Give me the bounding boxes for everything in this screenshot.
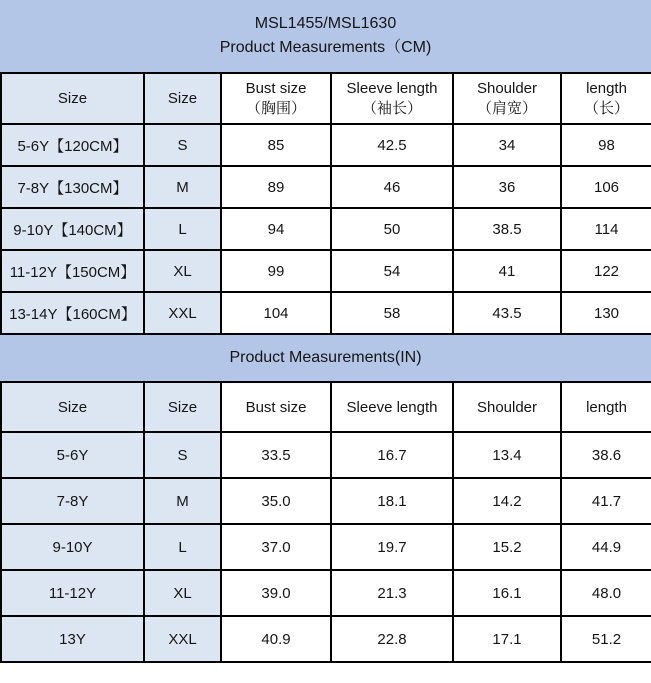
cm-row-m [1, 166, 651, 208]
cm-header-shoulder-en: Shoulder [476, 80, 538, 97]
in-row-xl [1, 570, 651, 616]
cm-row-xl [1, 250, 651, 292]
in-measurements-table [0, 381, 651, 663]
size-code-label: M [144, 478, 221, 524]
size-code-label: M [144, 166, 221, 208]
in-header-length: length [561, 382, 651, 432]
sleeve-value: 54 [331, 250, 453, 292]
length-value: 41.7 [561, 478, 651, 524]
cm-header-shoulder [453, 73, 561, 124]
cm-header-length-zh: （长） [583, 100, 629, 117]
cm-header-size-range: Size [1, 73, 144, 124]
cm-header-sleeve [331, 73, 453, 124]
size-range-label: 5-6Y【120CM】 [1, 124, 144, 166]
in-header-sleeve: Sleeve length [331, 382, 453, 432]
bust-value: 37.0 [221, 524, 331, 570]
size-code-label: S [144, 432, 221, 478]
shoulder-value: 14.2 [453, 478, 561, 524]
in-table-title: Product Measurements(IN) [229, 349, 422, 366]
cm-header-shoulder-zh: （肩宽） [476, 100, 537, 117]
in-row-s [1, 432, 651, 478]
bust-value: 39.0 [221, 570, 331, 616]
size-code-label: XL [144, 570, 221, 616]
bust-value: 94 [221, 208, 331, 250]
bust-value: 35.0 [221, 478, 331, 524]
cm-header-length-en: length [586, 80, 627, 97]
size-code-label: L [144, 208, 221, 250]
size-code-label: XL [144, 250, 221, 292]
sleeve-value: 16.7 [331, 432, 453, 478]
shoulder-value: 17.1 [453, 616, 561, 662]
sleeve-value: 21.3 [331, 570, 453, 616]
size-range-label: 13Y [1, 616, 144, 662]
cm-header-bust-en: Bust size [245, 80, 307, 97]
cm-header-bust [221, 73, 331, 124]
model-number: MSL1455/MSL1630 [254, 15, 397, 32]
in-title-band [0, 335, 651, 381]
size-range-label: 9-10Y [1, 524, 144, 570]
size-range-label: 9-10Y【140CM】 [1, 208, 144, 250]
size-range-label: 11-12Y [1, 570, 144, 616]
shoulder-value: 36 [453, 166, 561, 208]
length-value: 48.0 [561, 570, 651, 616]
sleeve-value: 58 [331, 292, 453, 334]
bust-value: 104 [221, 292, 331, 334]
size-code-label: L [144, 524, 221, 570]
bust-value: 40.9 [221, 616, 331, 662]
length-value: 122 [561, 250, 651, 292]
length-value: 114 [561, 208, 651, 250]
bust-value: 33.5 [221, 432, 331, 478]
size-code-label: S [144, 124, 221, 166]
in-row-m [1, 478, 651, 524]
size-code-label: XXL [144, 292, 221, 334]
length-value: 98 [561, 124, 651, 166]
length-value: 106 [561, 166, 651, 208]
shoulder-value: 38.5 [453, 208, 561, 250]
in-row-xxl [1, 616, 651, 662]
cm-measurements-table [0, 72, 651, 335]
sleeve-value: 19.7 [331, 524, 453, 570]
bust-value: 89 [221, 166, 331, 208]
cm-header-sleeve-zh: （袖长） [361, 100, 422, 117]
length-value: 51.2 [561, 616, 651, 662]
size-range-label: 7-8Y [1, 478, 144, 524]
shoulder-value: 34 [453, 124, 561, 166]
sleeve-value: 46 [331, 166, 453, 208]
cm-row-l [1, 208, 651, 250]
bust-value: 99 [221, 250, 331, 292]
cm-title-band [0, 0, 651, 72]
size-range-label: 13-14Y【160CM】 [1, 292, 144, 334]
cm-header-size-code: Size [144, 73, 221, 124]
size-code-label: XXL [144, 616, 221, 662]
cm-row-s [1, 124, 651, 166]
shoulder-value: 13.4 [453, 432, 561, 478]
cm-header-bust-zh: （胸围） [245, 100, 306, 117]
bust-value: 85 [221, 124, 331, 166]
length-value: 38.6 [561, 432, 651, 478]
cm-table-title: Product Measurements（CM) [219, 39, 432, 56]
in-header-size-range: Size [1, 382, 144, 432]
cm-header-row [1, 73, 651, 124]
length-value: 44.9 [561, 524, 651, 570]
shoulder-value: 43.5 [453, 292, 561, 334]
shoulder-value: 15.2 [453, 524, 561, 570]
in-header-shoulder: Shoulder [453, 382, 561, 432]
shoulder-value: 16.1 [453, 570, 561, 616]
cm-header-sleeve-en: Sleeve length [346, 80, 438, 97]
cm-row-xxl [1, 292, 651, 334]
size-range-label: 11-12Y【150CM】 [1, 250, 144, 292]
size-range-label: 5-6Y [1, 432, 144, 478]
in-header-row [1, 382, 651, 432]
in-header-size-code: Size [144, 382, 221, 432]
length-value: 130 [561, 292, 651, 334]
sleeve-value: 42.5 [331, 124, 453, 166]
in-row-l [1, 524, 651, 570]
sleeve-value: 22.8 [331, 616, 453, 662]
sleeve-value: 50 [331, 208, 453, 250]
size-range-label: 7-8Y【130CM】 [1, 166, 144, 208]
sleeve-value: 18.1 [331, 478, 453, 524]
in-header-bust: Bust size [221, 382, 331, 432]
shoulder-value: 41 [453, 250, 561, 292]
cm-header-length [561, 73, 651, 124]
